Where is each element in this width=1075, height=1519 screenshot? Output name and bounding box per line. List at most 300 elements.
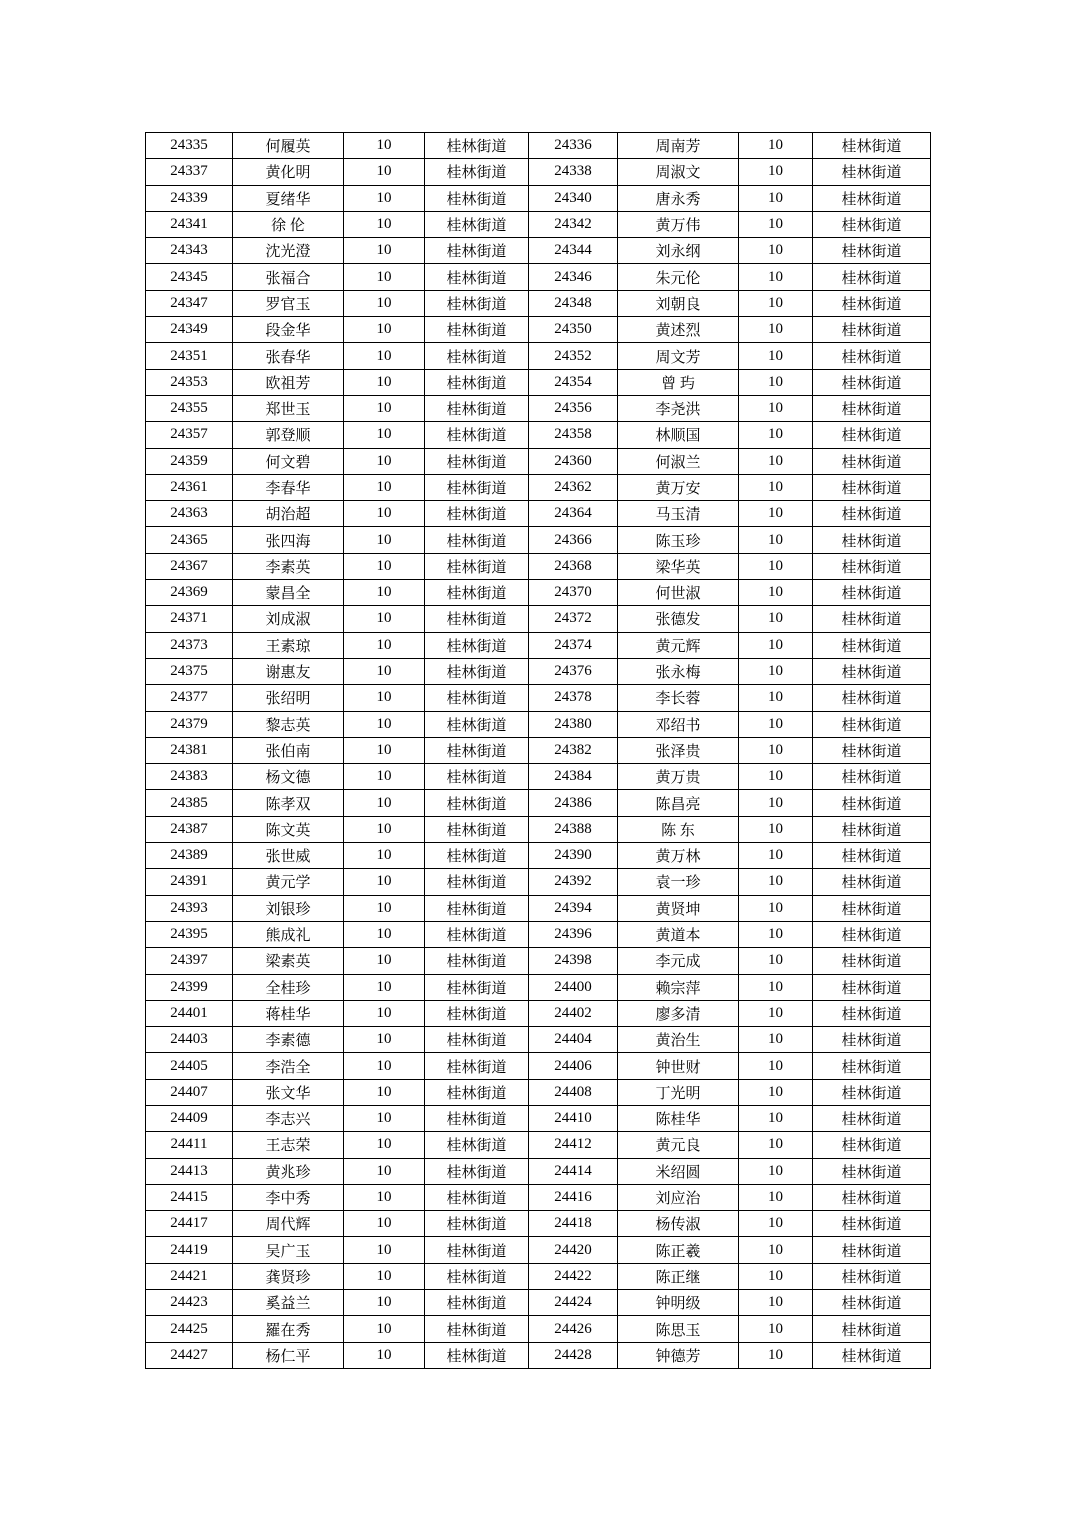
street-cell: 桂林街道 xyxy=(813,238,931,264)
table-row xyxy=(146,264,931,290)
street-cell: 桂林街道 xyxy=(813,343,931,369)
street-cell: 桂林街道 xyxy=(425,1079,529,1105)
street-cell: 桂林街道 xyxy=(813,948,931,974)
name-cell: 黄道本 xyxy=(618,921,739,947)
name-cell: 夏绪华 xyxy=(233,185,344,211)
table-row xyxy=(146,422,931,448)
street-cell: 桂林街道 xyxy=(425,395,529,421)
amount-cell: 10 xyxy=(739,895,813,921)
table-row xyxy=(146,448,931,474)
name-cell: 陈正羲 xyxy=(618,1237,739,1263)
row-id-cell: 24421 xyxy=(146,1263,233,1289)
row-id-cell: 24341 xyxy=(146,211,233,237)
street-cell: 桂林街道 xyxy=(425,1342,529,1368)
amount-cell: 10 xyxy=(739,343,813,369)
table-row xyxy=(146,1132,931,1158)
row-id-cell: 24343 xyxy=(146,238,233,264)
table-row xyxy=(146,790,931,816)
table-row xyxy=(146,1079,931,1105)
row-id-cell: 24354 xyxy=(529,369,618,395)
amount-cell: 10 xyxy=(739,1105,813,1131)
table-row xyxy=(146,606,931,632)
row-id-cell: 24427 xyxy=(146,1342,233,1368)
street-cell: 桂林街道 xyxy=(813,211,931,237)
amount-cell: 10 xyxy=(344,632,425,658)
name-cell: 廖多清 xyxy=(618,1000,739,1026)
street-cell: 桂林街道 xyxy=(425,764,529,790)
row-id-cell: 24357 xyxy=(146,422,233,448)
row-id-cell: 24381 xyxy=(146,737,233,763)
row-id-cell: 24373 xyxy=(146,632,233,658)
row-id-cell: 24389 xyxy=(146,843,233,869)
street-cell: 桂林街道 xyxy=(813,764,931,790)
row-id-cell: 24393 xyxy=(146,895,233,921)
row-id-cell: 24371 xyxy=(146,606,233,632)
street-cell: 桂林街道 xyxy=(425,448,529,474)
row-id-cell: 24340 xyxy=(529,185,618,211)
name-cell: 陈昌亮 xyxy=(618,790,739,816)
street-cell: 桂林街道 xyxy=(813,580,931,606)
amount-cell: 10 xyxy=(344,1053,425,1079)
row-id-cell: 24403 xyxy=(146,1027,233,1053)
name-cell: 张世威 xyxy=(233,843,344,869)
street-cell: 桂林街道 xyxy=(425,501,529,527)
amount-cell: 10 xyxy=(344,1158,425,1184)
street-cell: 桂林街道 xyxy=(425,422,529,448)
row-id-cell: 24362 xyxy=(529,474,618,500)
name-cell: 黄兆珍 xyxy=(233,1158,344,1184)
amount-cell: 10 xyxy=(344,895,425,921)
amount-cell: 10 xyxy=(344,343,425,369)
name-cell: 杨传淑 xyxy=(618,1211,739,1237)
amount-cell: 10 xyxy=(344,238,425,264)
street-cell: 桂林街道 xyxy=(813,290,931,316)
amount-cell: 10 xyxy=(344,764,425,790)
row-id-cell: 24360 xyxy=(529,448,618,474)
table-row xyxy=(146,658,931,684)
row-id-cell: 24397 xyxy=(146,948,233,974)
amount-cell: 10 xyxy=(344,527,425,553)
street-cell: 桂林街道 xyxy=(425,474,529,500)
name-cell: 黄万贵 xyxy=(618,764,739,790)
street-cell: 桂林街道 xyxy=(813,974,931,1000)
row-id-cell: 24417 xyxy=(146,1211,233,1237)
row-id-cell: 24338 xyxy=(529,159,618,185)
amount-cell: 10 xyxy=(739,474,813,500)
row-id-cell: 24376 xyxy=(529,658,618,684)
table-row xyxy=(146,290,931,316)
street-cell: 桂林街道 xyxy=(425,1000,529,1026)
name-cell: 李元成 xyxy=(618,948,739,974)
amount-cell: 10 xyxy=(344,737,425,763)
name-cell: 李志兴 xyxy=(233,1105,344,1131)
row-id-cell: 24386 xyxy=(529,790,618,816)
street-cell: 桂林街道 xyxy=(813,159,931,185)
row-id-cell: 24420 xyxy=(529,1237,618,1263)
name-cell: 黄万林 xyxy=(618,843,739,869)
name-cell: 梁华英 xyxy=(618,553,739,579)
row-id-cell: 24398 xyxy=(529,948,618,974)
amount-cell: 10 xyxy=(344,816,425,842)
street-cell: 桂林街道 xyxy=(425,1105,529,1131)
name-cell: 徐 伦 xyxy=(233,211,344,237)
name-cell: 黄元良 xyxy=(618,1132,739,1158)
name-cell: 张永梅 xyxy=(618,658,739,684)
row-id-cell: 24335 xyxy=(146,133,233,159)
row-id-cell: 24388 xyxy=(529,816,618,842)
row-id-cell: 24385 xyxy=(146,790,233,816)
amount-cell: 10 xyxy=(344,685,425,711)
table-row xyxy=(146,580,931,606)
row-id-cell: 24375 xyxy=(146,658,233,684)
name-cell: 马玉清 xyxy=(618,501,739,527)
amount-cell: 10 xyxy=(739,264,813,290)
amount-cell: 10 xyxy=(739,869,813,895)
row-id-cell: 24384 xyxy=(529,764,618,790)
name-cell: 周淑文 xyxy=(618,159,739,185)
amount-cell: 10 xyxy=(344,580,425,606)
row-id-cell: 24422 xyxy=(529,1263,618,1289)
row-id-cell: 24401 xyxy=(146,1000,233,1026)
name-cell: 周代辉 xyxy=(233,1211,344,1237)
amount-cell: 10 xyxy=(739,843,813,869)
table-row xyxy=(146,1000,931,1026)
table-row xyxy=(146,1316,931,1342)
table-row xyxy=(146,238,931,264)
amount-cell: 10 xyxy=(344,369,425,395)
street-cell: 桂林街道 xyxy=(813,422,931,448)
amount-cell: 10 xyxy=(344,658,425,684)
name-cell: 曾 玙 xyxy=(618,369,739,395)
street-cell: 桂林街道 xyxy=(813,895,931,921)
name-cell: 蒙昌全 xyxy=(233,580,344,606)
row-id-cell: 24413 xyxy=(146,1158,233,1184)
row-id-cell: 24377 xyxy=(146,685,233,711)
name-cell: 李尧洪 xyxy=(618,395,739,421)
row-id-cell: 24411 xyxy=(146,1132,233,1158)
name-cell: 李长蓉 xyxy=(618,685,739,711)
amount-cell: 10 xyxy=(739,816,813,842)
street-cell: 桂林街道 xyxy=(813,685,931,711)
street-cell: 桂林街道 xyxy=(425,948,529,974)
street-cell: 桂林街道 xyxy=(813,1053,931,1079)
amount-cell: 10 xyxy=(344,422,425,448)
amount-cell: 10 xyxy=(344,869,425,895)
amount-cell: 10 xyxy=(739,1053,813,1079)
name-cell: 陈玉珍 xyxy=(618,527,739,553)
street-cell: 桂林街道 xyxy=(813,1211,931,1237)
row-id-cell: 24387 xyxy=(146,816,233,842)
amount-cell: 10 xyxy=(344,711,425,737)
row-id-cell: 24379 xyxy=(146,711,233,737)
name-cell: 黄元学 xyxy=(233,869,344,895)
street-cell: 桂林街道 xyxy=(813,737,931,763)
amount-cell: 10 xyxy=(344,1237,425,1263)
row-id-cell: 24345 xyxy=(146,264,233,290)
amount-cell: 10 xyxy=(739,1211,813,1237)
row-id-cell: 24364 xyxy=(529,501,618,527)
amount-cell: 10 xyxy=(344,264,425,290)
amount-cell: 10 xyxy=(344,317,425,343)
name-cell: 张春华 xyxy=(233,343,344,369)
row-id-cell: 24409 xyxy=(146,1105,233,1131)
street-cell: 桂林街道 xyxy=(425,632,529,658)
street-cell: 桂林街道 xyxy=(425,895,529,921)
row-id-cell: 24416 xyxy=(529,1184,618,1210)
amount-cell: 10 xyxy=(739,211,813,237)
row-id-cell: 24374 xyxy=(529,632,618,658)
amount-cell: 10 xyxy=(344,1211,425,1237)
street-cell: 桂林街道 xyxy=(425,527,529,553)
street-cell: 桂林街道 xyxy=(813,816,931,842)
row-id-cell: 24367 xyxy=(146,553,233,579)
row-id-cell: 24426 xyxy=(529,1316,618,1342)
name-cell: 罗官玉 xyxy=(233,290,344,316)
amount-cell: 10 xyxy=(344,395,425,421)
name-cell: 张绍明 xyxy=(233,685,344,711)
amount-cell: 10 xyxy=(739,974,813,1000)
row-id-cell: 24408 xyxy=(529,1079,618,1105)
amount-cell: 10 xyxy=(344,1290,425,1316)
street-cell: 桂林街道 xyxy=(813,1237,931,1263)
table-row xyxy=(146,1027,931,1053)
street-cell: 桂林街道 xyxy=(425,1132,529,1158)
street-cell: 桂林街道 xyxy=(813,553,931,579)
name-cell: 陈 东 xyxy=(618,816,739,842)
name-cell: 郭登顺 xyxy=(233,422,344,448)
amount-cell: 10 xyxy=(739,790,813,816)
name-cell: 黄万安 xyxy=(618,474,739,500)
street-cell: 桂林街道 xyxy=(813,1342,931,1368)
row-id-cell: 24399 xyxy=(146,974,233,1000)
street-cell: 桂林街道 xyxy=(813,1132,931,1158)
row-id-cell: 24414 xyxy=(529,1158,618,1184)
amount-cell: 10 xyxy=(344,1132,425,1158)
street-cell: 桂林街道 xyxy=(813,711,931,737)
amount-cell: 10 xyxy=(739,369,813,395)
amount-cell: 10 xyxy=(739,238,813,264)
name-cell: 吴广玉 xyxy=(233,1237,344,1263)
table-row xyxy=(146,816,931,842)
row-id-cell: 24425 xyxy=(146,1316,233,1342)
table-row xyxy=(146,1211,931,1237)
street-cell: 桂林街道 xyxy=(813,1184,931,1210)
amount-cell: 10 xyxy=(739,1132,813,1158)
name-cell: 钟德芳 xyxy=(618,1342,739,1368)
name-cell: 熊成礼 xyxy=(233,921,344,947)
table-row xyxy=(146,211,931,237)
name-cell: 赖宗萍 xyxy=(618,974,739,1000)
table-row xyxy=(146,185,931,211)
name-cell: 段金华 xyxy=(233,317,344,343)
name-cell: 刘银珍 xyxy=(233,895,344,921)
street-cell: 桂林街道 xyxy=(813,843,931,869)
name-cell: 朱元伦 xyxy=(618,264,739,290)
table-row xyxy=(146,474,931,500)
row-id-cell: 24390 xyxy=(529,843,618,869)
name-cell: 李春华 xyxy=(233,474,344,500)
row-id-cell: 24400 xyxy=(529,974,618,1000)
street-cell: 桂林街道 xyxy=(813,317,931,343)
row-id-cell: 24378 xyxy=(529,685,618,711)
street-cell: 桂林街道 xyxy=(425,290,529,316)
name-cell: 张伯南 xyxy=(233,737,344,763)
name-cell: 李中秀 xyxy=(233,1184,344,1210)
table-row xyxy=(146,395,931,421)
name-cell: 林顺国 xyxy=(618,422,739,448)
amount-cell: 10 xyxy=(739,632,813,658)
table-row xyxy=(146,1263,931,1289)
amount-cell: 10 xyxy=(739,921,813,947)
name-cell: 龚贤珍 xyxy=(233,1263,344,1289)
table-row xyxy=(146,133,931,159)
row-id-cell: 24353 xyxy=(146,369,233,395)
name-cell: 李素德 xyxy=(233,1027,344,1053)
name-cell: 张德发 xyxy=(618,606,739,632)
amount-cell: 10 xyxy=(739,290,813,316)
amount-cell: 10 xyxy=(344,211,425,237)
amount-cell: 10 xyxy=(344,1000,425,1026)
row-id-cell: 24358 xyxy=(529,422,618,448)
row-id-cell: 24392 xyxy=(529,869,618,895)
table-row xyxy=(146,343,931,369)
street-cell: 桂林街道 xyxy=(425,606,529,632)
row-id-cell: 24391 xyxy=(146,869,233,895)
table-row xyxy=(146,895,931,921)
name-cell: 何世淑 xyxy=(618,580,739,606)
street-cell: 桂林街道 xyxy=(813,921,931,947)
table-row xyxy=(146,1105,931,1131)
name-cell: 黄贤坤 xyxy=(618,895,739,921)
name-cell: 陈孝双 xyxy=(233,790,344,816)
row-id-cell: 24359 xyxy=(146,448,233,474)
row-id-cell: 24352 xyxy=(529,343,618,369)
street-cell: 桂林街道 xyxy=(425,685,529,711)
row-id-cell: 24344 xyxy=(529,238,618,264)
amount-cell: 10 xyxy=(344,843,425,869)
street-cell: 桂林街道 xyxy=(813,1316,931,1342)
table-row xyxy=(146,921,931,947)
name-cell: 黎志英 xyxy=(233,711,344,737)
amount-cell: 10 xyxy=(344,948,425,974)
table-row xyxy=(146,369,931,395)
row-id-cell: 24412 xyxy=(529,1132,618,1158)
amount-cell: 10 xyxy=(344,1184,425,1210)
street-cell: 桂林街道 xyxy=(425,159,529,185)
street-cell: 桂林街道 xyxy=(813,869,931,895)
amount-cell: 10 xyxy=(739,395,813,421)
row-id-cell: 24356 xyxy=(529,395,618,421)
street-cell: 桂林街道 xyxy=(425,264,529,290)
name-cell: 李素英 xyxy=(233,553,344,579)
amount-cell: 10 xyxy=(739,501,813,527)
amount-cell: 10 xyxy=(344,1079,425,1105)
amount-cell: 10 xyxy=(739,1237,813,1263)
street-cell: 桂林街道 xyxy=(813,395,931,421)
amount-cell: 10 xyxy=(344,290,425,316)
row-id-cell: 24348 xyxy=(529,290,618,316)
row-id-cell: 24349 xyxy=(146,317,233,343)
street-cell: 桂林街道 xyxy=(425,843,529,869)
amount-cell: 10 xyxy=(344,974,425,1000)
row-id-cell: 24380 xyxy=(529,711,618,737)
street-cell: 桂林街道 xyxy=(425,869,529,895)
amount-cell: 10 xyxy=(344,133,425,159)
row-id-cell: 24419 xyxy=(146,1237,233,1263)
amount-cell: 10 xyxy=(344,1342,425,1368)
table-row xyxy=(146,869,931,895)
row-id-cell: 24407 xyxy=(146,1079,233,1105)
amount-cell: 10 xyxy=(739,737,813,763)
street-cell: 桂林街道 xyxy=(813,264,931,290)
street-cell: 桂林街道 xyxy=(813,1105,931,1131)
amount-cell: 10 xyxy=(344,606,425,632)
street-cell: 桂林街道 xyxy=(425,711,529,737)
name-cell: 杨仁平 xyxy=(233,1342,344,1368)
amount-cell: 10 xyxy=(739,1290,813,1316)
amount-cell: 10 xyxy=(739,1079,813,1105)
street-cell: 桂林街道 xyxy=(813,448,931,474)
name-cell: 张文华 xyxy=(233,1079,344,1105)
amount-cell: 10 xyxy=(739,422,813,448)
row-id-cell: 24418 xyxy=(529,1211,618,1237)
row-id-cell: 24342 xyxy=(529,211,618,237)
row-id-cell: 24428 xyxy=(529,1342,618,1368)
amount-cell: 10 xyxy=(739,1027,813,1053)
street-cell: 桂林街道 xyxy=(425,921,529,947)
row-id-cell: 24350 xyxy=(529,317,618,343)
name-cell: 陈文英 xyxy=(233,816,344,842)
amount-cell: 10 xyxy=(344,474,425,500)
street-cell: 桂林街道 xyxy=(813,1290,931,1316)
table-row xyxy=(146,1053,931,1079)
name-cell: 钟明级 xyxy=(618,1290,739,1316)
row-id-cell: 24355 xyxy=(146,395,233,421)
amount-cell: 10 xyxy=(739,948,813,974)
street-cell: 桂林街道 xyxy=(425,343,529,369)
name-cell: 米绍圆 xyxy=(618,1158,739,1184)
name-cell: 欧祖芳 xyxy=(233,369,344,395)
name-cell: 邓绍书 xyxy=(618,711,739,737)
table-row xyxy=(146,948,931,974)
amount-cell: 10 xyxy=(739,1342,813,1368)
table-row xyxy=(146,553,931,579)
name-cell: 梁素英 xyxy=(233,948,344,974)
street-cell: 桂林街道 xyxy=(813,474,931,500)
amount-cell: 10 xyxy=(344,790,425,816)
row-id-cell: 24423 xyxy=(146,1290,233,1316)
street-cell: 桂林街道 xyxy=(425,1237,529,1263)
name-cell: 陈桂华 xyxy=(618,1105,739,1131)
name-cell: 周文芳 xyxy=(618,343,739,369)
table-row xyxy=(146,974,931,1000)
name-cell: 刘成淑 xyxy=(233,606,344,632)
row-id-cell: 24339 xyxy=(146,185,233,211)
amount-cell: 10 xyxy=(739,658,813,684)
name-cell: 张四海 xyxy=(233,527,344,553)
row-id-cell: 24363 xyxy=(146,501,233,527)
street-cell: 桂林街道 xyxy=(425,737,529,763)
street-cell: 桂林街道 xyxy=(813,501,931,527)
street-cell: 桂林街道 xyxy=(813,1027,931,1053)
table-row xyxy=(146,501,931,527)
row-id-cell: 24396 xyxy=(529,921,618,947)
table-row xyxy=(146,764,931,790)
table-row xyxy=(146,711,931,737)
street-cell: 桂林街道 xyxy=(425,211,529,237)
amount-cell: 10 xyxy=(739,711,813,737)
amount-cell: 10 xyxy=(739,133,813,159)
